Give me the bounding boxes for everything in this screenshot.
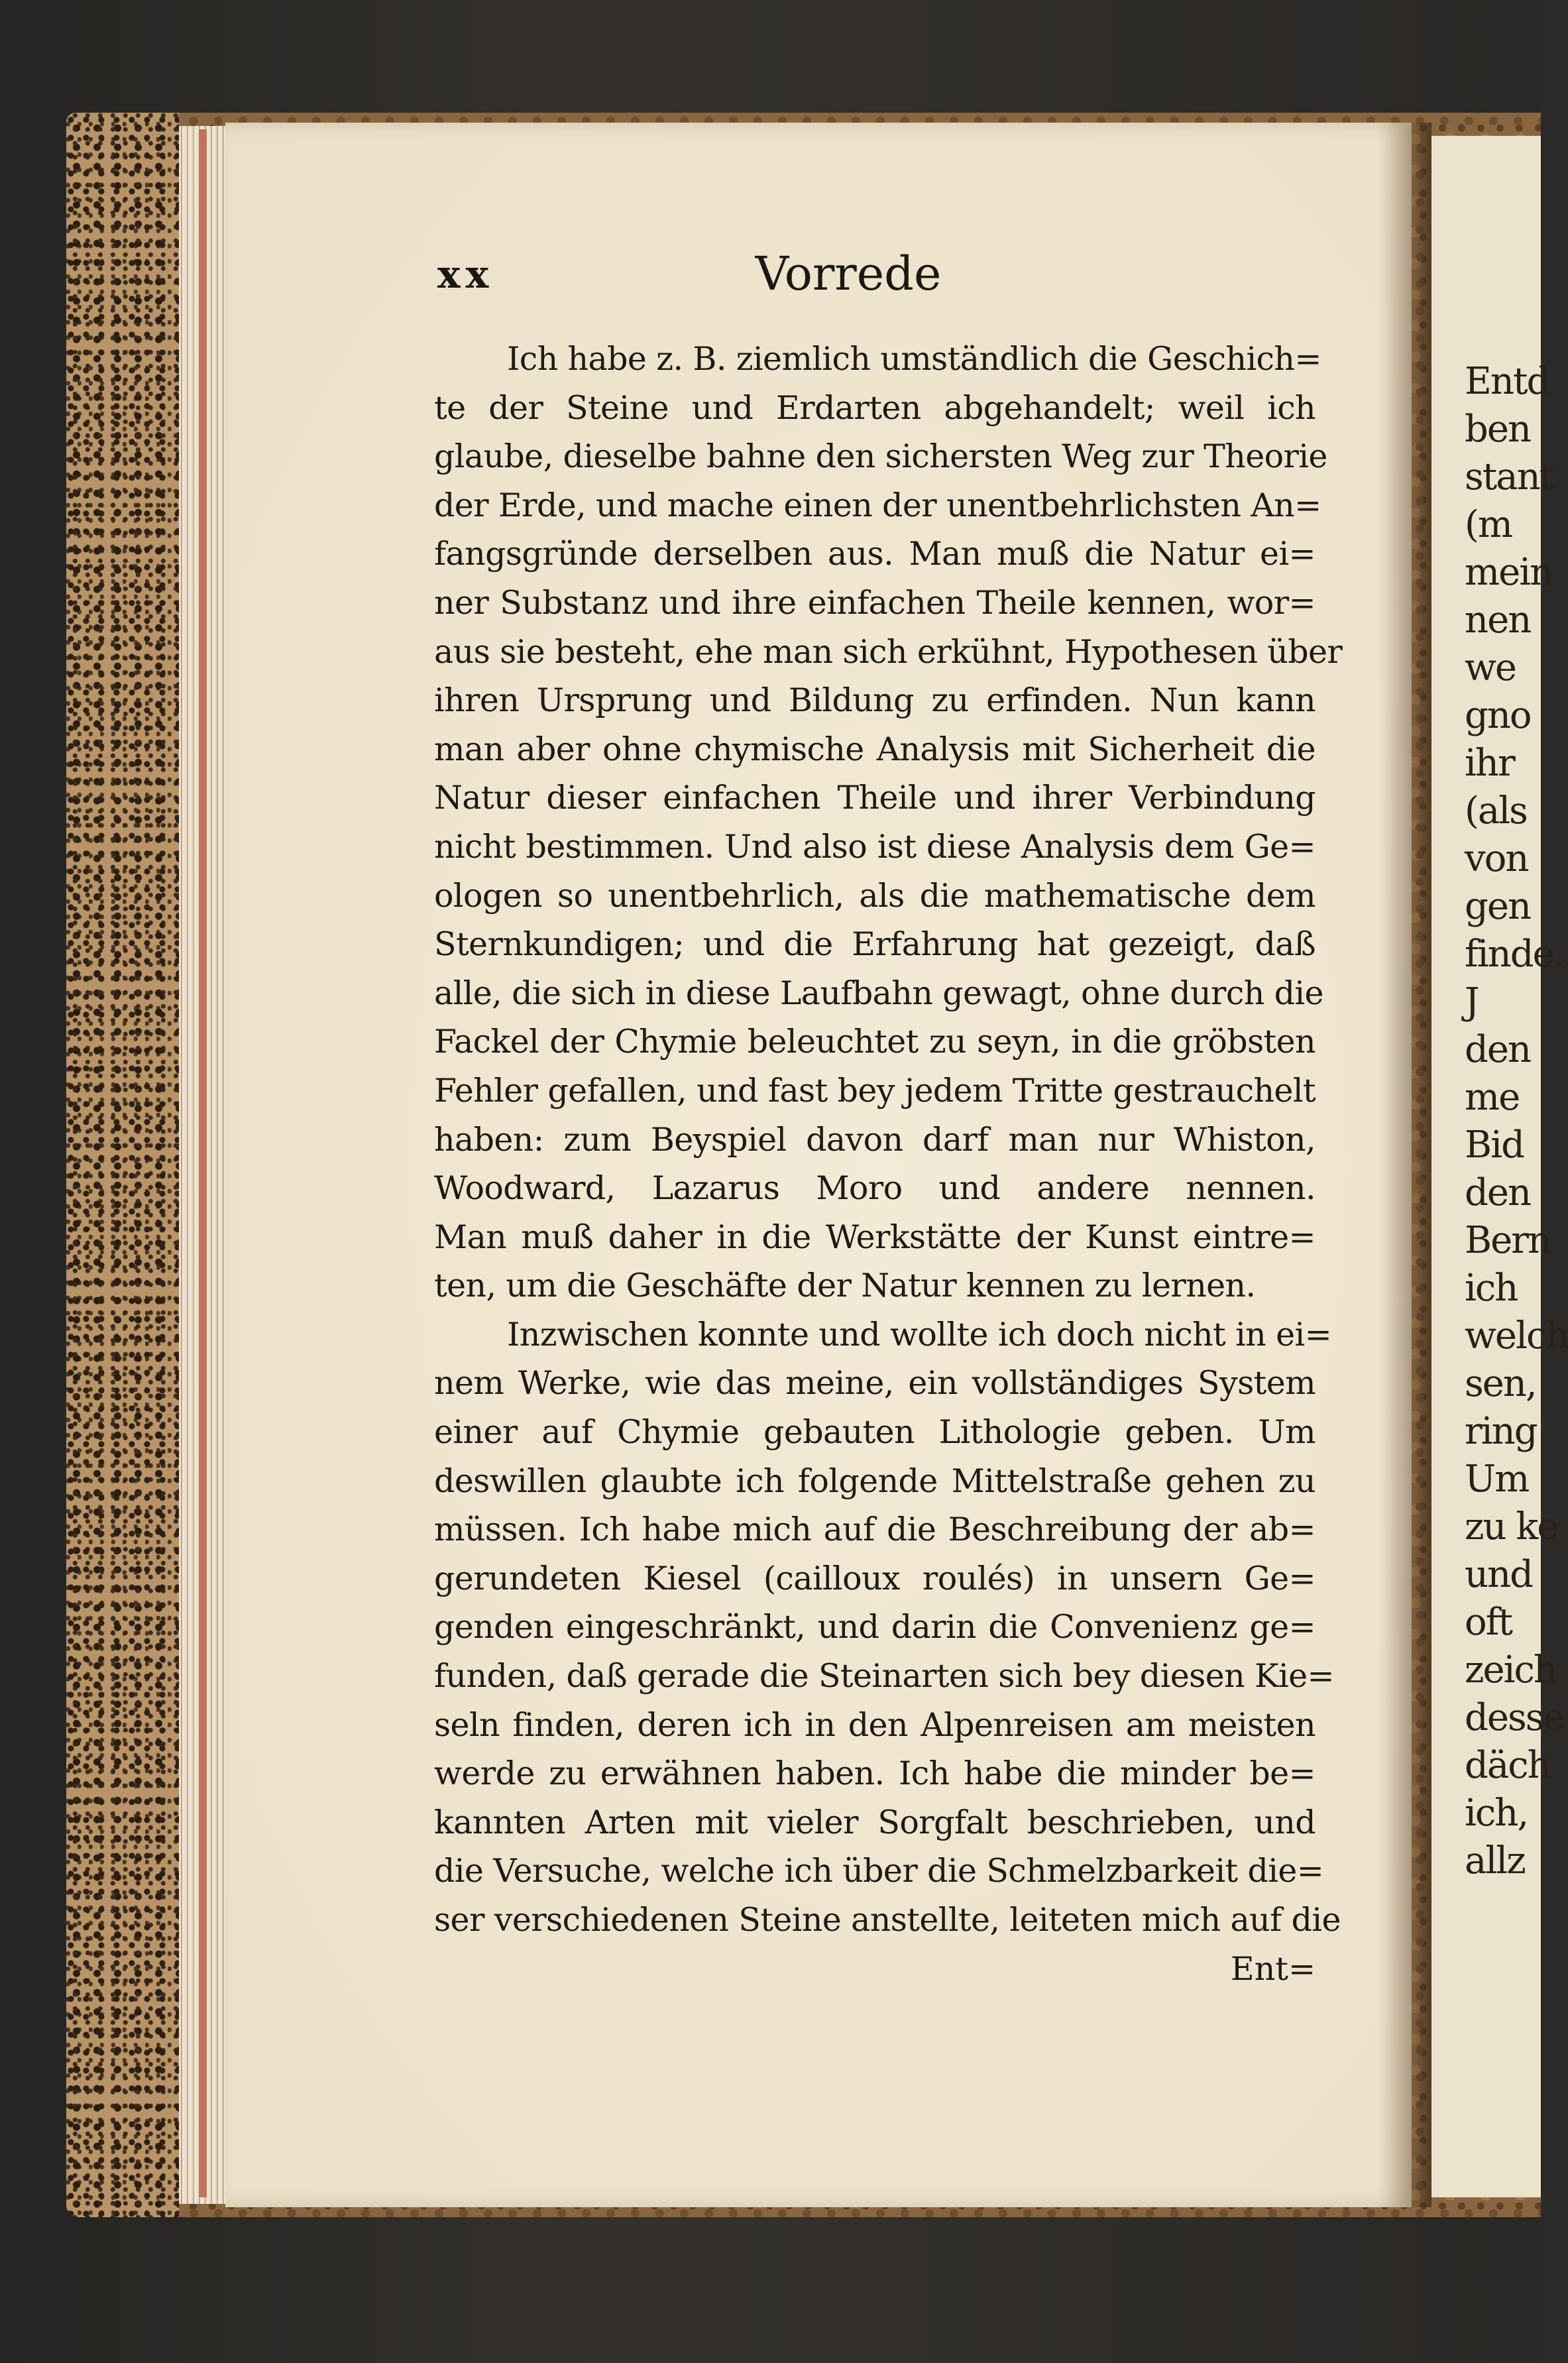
facing-page-fragment: (m (1465, 503, 1512, 546)
facing-page-fragment: gno (1465, 694, 1531, 737)
text-line: gerundeten Kiesel (cailloux roulés) in unsern Ge= (434, 1559, 1316, 1597)
facing-page-fragment: von (1465, 837, 1528, 880)
page-gutter (1378, 123, 1431, 2207)
facing-page-fragment: gen (1465, 885, 1531, 928)
running-head (437, 247, 1319, 318)
text-line: man aber ohne chymische Analysis mit Sicherheit die (434, 730, 1316, 768)
text-line: Inzwischen konnte und wollte ich doch nicht in ei= (507, 1315, 1332, 1354)
text-line: haben: zum Beyspiel davon darf man nur Whiston, (434, 1120, 1316, 1159)
facing-page-fragment: ihr (1465, 742, 1514, 785)
facing-page-fragment: und (1465, 1553, 1532, 1596)
text-line: ologen so unentbehrlich, als die mathematische dem (434, 876, 1316, 915)
facing-page-fragment: ring (1465, 1410, 1537, 1453)
text-line: kannten Arten mit vieler Sorgfalt beschrieben, und (434, 1803, 1316, 1841)
facing-page-text (1431, 358, 1568, 1885)
facing-page-fragment: den (1465, 1171, 1531, 1214)
text-line: der Erde, und mache einen der unentbehrlichsten An= (434, 486, 1321, 524)
text-line: genden eingeschränkt, und darin die Convenienz ge= (434, 1608, 1316, 1646)
text-line: nem Werke, wie das meine, ein vollständiges System (434, 1364, 1316, 1403)
body-text (434, 335, 1343, 1993)
catchword: Ent= (1230, 1949, 1316, 1988)
text-line: fangsgründe derselben aus. Man muß die Natur ei= (434, 535, 1316, 573)
text-line: seln finden, deren ich in den Alpenreisen am meisten (434, 1705, 1316, 1744)
facing-page-fragment: Um (1465, 1458, 1529, 1501)
text-line: deswillen glaubte ich folgende Mittelstraße gehen zu (434, 1462, 1316, 1500)
facing-page-fragment: we (1465, 646, 1516, 689)
facing-page-fragment: ich, (1465, 1792, 1528, 1835)
text-line: die Versuche, welche ich über die Schmelzbarkeit die= (434, 1852, 1324, 1890)
text-line: ihren Ursprung und Bildung zu erfinden. Nun kann (434, 681, 1316, 720)
facing-page-fragment: mein (1465, 551, 1553, 594)
facing-page-fragment: oft (1465, 1601, 1512, 1644)
marbled-board-edge (66, 113, 179, 2217)
facing-page-fragment: den (1465, 1028, 1531, 1071)
text-line: nicht bestimmen. Und also ist diese Analysis dem Ge= (434, 827, 1316, 866)
facing-page-fragment: däch (1465, 1744, 1550, 1787)
text-line: Sternkundigen; und die Erfahrung hat gezeigt, daß (434, 925, 1316, 964)
text-line: alle, die sich in diese Laufbahn gewagt, ohne durch die (434, 974, 1323, 1012)
facing-page-fragment: Bid (1465, 1124, 1524, 1167)
facing-page-fragment: me (1465, 1076, 1520, 1119)
text-line: einer auf Chymie gebauten Lithologie geben. Um (434, 1413, 1316, 1452)
facing-page-fragment: Entd (1465, 360, 1549, 403)
facing-page-fragment: allz (1465, 1839, 1525, 1882)
facing-page-fragment: zeich (1465, 1648, 1556, 1692)
facing-page-fragment: ich (1465, 1267, 1518, 1310)
text-line: glaube, dieselbe bahne den sichersten Weg zur Theorie (434, 437, 1327, 476)
page-number: xx (437, 252, 494, 297)
facing-page-fragment: sen, (1465, 1362, 1536, 1405)
text-line: ner Substanz und ihre einfachen Theile kennen, wor= (434, 583, 1316, 622)
facing-page-fragment: desse (1465, 1696, 1564, 1739)
text-line: Man muß daher in die Werkstätte der Kunst eintre= (434, 1218, 1316, 1256)
red-page-edge (199, 129, 207, 2197)
text-line: ser verschiedenen Steine anstellte, leiteten mich auf die (434, 1901, 1341, 1939)
facing-page-fragment: Bern (1465, 1219, 1551, 1262)
facing-page-fragment: zu ke (1465, 1505, 1558, 1548)
facing-page-fragment: welch (1465, 1314, 1568, 1357)
text-line: Fehler gefallen, und fast bey jedem Tritte gestrauchelt (434, 1071, 1316, 1110)
text-line: Ich habe z. B. ziemlich umständlich die Geschich= (507, 340, 1321, 378)
facing-page (1431, 136, 1568, 2197)
text-line: te der Steine und Erdarten abgehandelt; weil ich (434, 388, 1316, 427)
header-title: Vorrede (755, 247, 942, 301)
text-line: Fackel der Chymie beleuchtet zu seyn, in die gröbsten (434, 1023, 1316, 1061)
text-line: müssen. Ich habe mich auf die Beschreibung der ab= (434, 1511, 1316, 1549)
text-line: ten, um die Geschäfte der Natur kennen zu lernen. (434, 1267, 1256, 1305)
facing-page-fragment: J (1465, 980, 1479, 1023)
text-line: aus sie besteht, ehe man sich erkühnt, Hypothesen über (434, 632, 1343, 671)
text-line: Woodward, Lazarus Moro und andere nennen. (434, 1169, 1316, 1208)
text-line: werde zu erwähnen haben. Ich habe die minder be= (434, 1755, 1316, 1793)
facing-page-fragment: finde. (1465, 933, 1564, 976)
text-line: funden, daß gerade die Steinarten sich bey diesen Kie= (434, 1657, 1334, 1696)
text-line: Natur dieser einfachen Theile und ihrer Verbindung (434, 779, 1316, 817)
facing-page-fragment: stant (1465, 455, 1553, 498)
facing-page-fragment: ben (1465, 408, 1531, 451)
facing-page-fragment: (als (1465, 789, 1527, 833)
facing-page-fragment: nen (1465, 599, 1531, 642)
